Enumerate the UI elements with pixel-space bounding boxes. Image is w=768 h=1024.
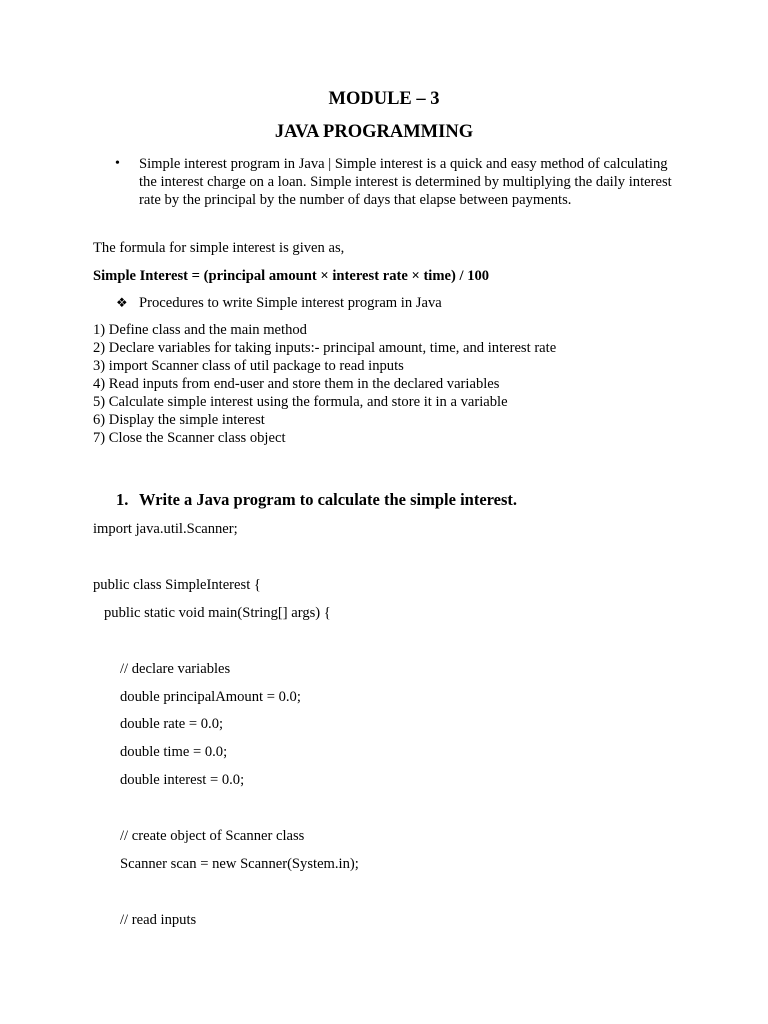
bullet-icon: • xyxy=(115,156,120,171)
code-comment-read: // read inputs xyxy=(120,912,197,928)
procedures-title: Procedures to write Simple interest program in Java xyxy=(139,295,442,311)
list-item: 3) import Scanner class of util package to read inputs xyxy=(93,358,404,374)
list-item: 6) Display the simple interest xyxy=(93,412,265,428)
formula-intro-text: The formula for simple interest is given as, xyxy=(93,240,345,256)
question-heading xyxy=(116,490,517,510)
list-item: 5) Calculate simple interest using the formula, and store it in a variable xyxy=(93,394,508,410)
question-number: 1. xyxy=(116,490,129,509)
list-item: 2) Declare variables for taking inputs:- principal amount, time, and interest rate xyxy=(93,340,557,356)
code-var-principal: double principalAmount = 0.0; xyxy=(120,689,301,705)
list-item: 4) Read inputs from end-user and store them in the declared variables xyxy=(93,376,500,392)
procedure-steps-list xyxy=(93,321,556,447)
list-item: 1) Define class and the main method xyxy=(93,322,307,338)
formula-text: Simple Interest = (principal amount × interest rate × time) / 100 xyxy=(93,268,490,284)
code-main-declaration: public static void main(String[] args) { xyxy=(104,605,331,621)
code-import-line: import java.util.Scanner; xyxy=(93,521,238,537)
code-comment-scanner: // create object of Scanner class xyxy=(120,828,305,844)
code-var-rate: double rate = 0.0; xyxy=(120,716,224,732)
intro-paragraph: Simple interest program in Java | Simple interest is a quick and easy method of calculating the interest charge on a loan. Simple interest is determined by multiplying the daily interest rate by the principal by the number of days that elapse between payments. xyxy=(139,156,672,208)
code-class-declaration: public class SimpleInterest { xyxy=(93,577,261,593)
procedures-heading xyxy=(116,294,442,312)
list-item: 7) Close the Scanner class object xyxy=(93,430,286,446)
code-var-interest: double interest = 0.0; xyxy=(120,772,245,788)
code-comment-declare: // declare variables xyxy=(120,661,231,677)
question-text: Write a Java program to calculate the simple interest. xyxy=(139,490,518,509)
diamond-bullet-icon: ❖ xyxy=(116,295,128,310)
code-scanner-line: Scanner scan = new Scanner(System.in); xyxy=(120,856,359,872)
code-var-time: double time = 0.0; xyxy=(120,744,228,760)
intro-bullet-item xyxy=(115,155,675,209)
module-title: MODULE – 3 xyxy=(328,89,440,109)
subject-title: JAVA PROGRAMMING xyxy=(274,122,474,142)
